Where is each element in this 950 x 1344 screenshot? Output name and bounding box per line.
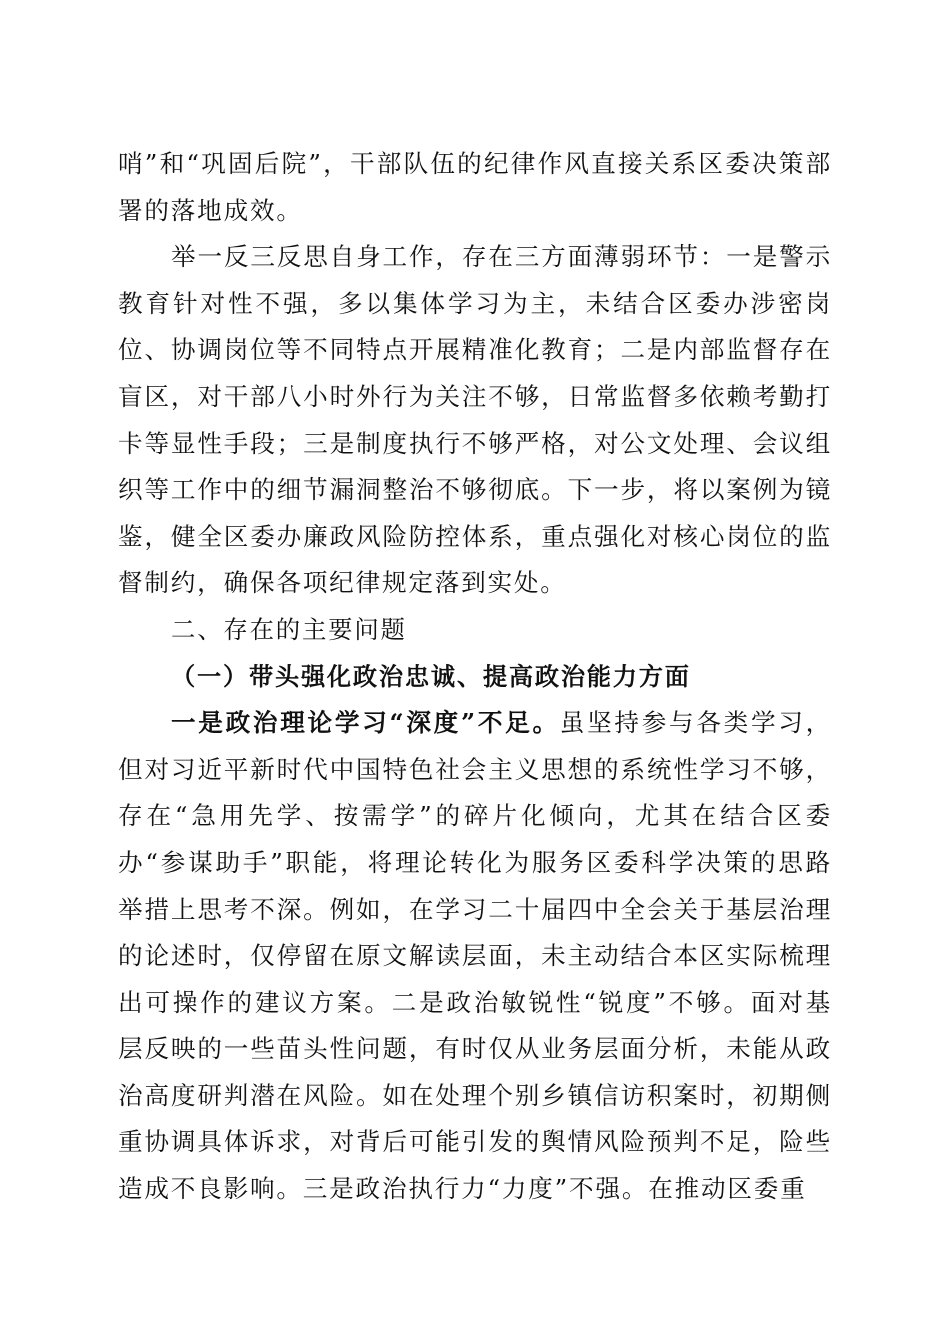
paragraph-continuation: 哨”和“巩固后院”，干部队伍的纪律作风直接关系区委决策部署的落地成效。: [118, 149, 832, 225]
paragraph-lead-sentence: 一是政治理论学习“深度”不足。: [171, 708, 560, 738]
subsection-heading: （一）带头强化政治忠诚、提高政治能力方面: [171, 661, 691, 691]
document-body: [118, 141, 832, 1213]
paragraph-body-text: 虽坚持参与各类学习，但对习近平新时代中国特色社会主义思想的系统性学习不够，存在“急用先学、按需学”的碎片化倾向，尤其在结合区委办“参谋助手”职能，将理论转化为服务区委科学决策的思路举措上思考不深。例如，在学习二十届四中全会关于基层治理的论述时，仅停留在原文解读层面，未主动结合本区实际梳理出可操作的建议方案。二是政治敏锐性“锐度”不够。面对基层反映的一些苗头性问题，有时仅从业务层面分析，未能从政治高度研判潜在风险。如在处理个别乡镇信访积案时，初期侧重协调具体诉求，对背后可能引发的舆情风险预判不足，险些造成不良影响。三是政治执行力“力度”不强。在推动区委重: [118, 708, 832, 1204]
paragraph-reflection: 举一反三反思自身工作，存在三方面薄弱环节：一是警示教育针对性不强，多以集体学习为主，未结合区委办涉密岗位、协调岗位等不同特点开展精准化教育；二是内部监督存在盲区，对干部八小时外行为关注不够，日常监督多依赖考勤打卡等显性手段；三是制度执行不够严格，对公文处理、会议组织等工作中的细节漏洞整治不够彻底。下一步，将以案例为镜鉴，健全区委办廉政风险防控体系，重点强化对核心岗位的监督制约，确保各项纪律规定落到实处。: [118, 242, 832, 598]
section-heading: 二、存在的主要问题: [171, 614, 407, 644]
paragraph-problems: [118, 700, 832, 1213]
